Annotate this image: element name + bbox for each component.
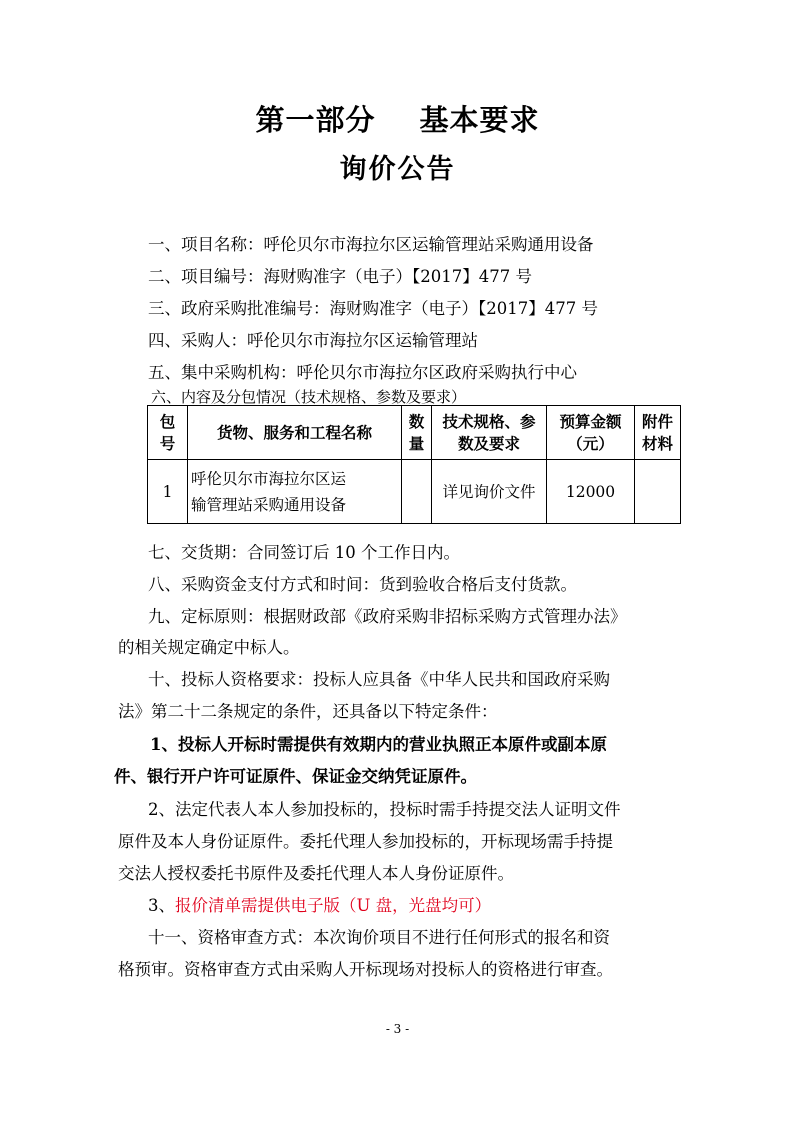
cell-budget: 12000 bbox=[547, 460, 635, 524]
cell-attachments bbox=[635, 460, 681, 524]
electronic-quote-note: 报价清单需提供电子版（U 盘，光盘均可） bbox=[175, 896, 492, 915]
package-heading: 六、内容及分包情况（技术规格、参数及要求） bbox=[151, 388, 467, 406]
condition-1-cont: 件、银行开户许可证原件、保证金交纳凭证原件。 bbox=[114, 767, 477, 786]
part-title: 第一部分 基本要求 bbox=[255, 103, 540, 137]
condition-1: 1、投标人开标时需提供有效期内的营业执照正本原件或副本原 bbox=[150, 735, 607, 754]
condition-2-line2: 原件及本人身份证原件。委托代理人参加投标的，开标现场需手持提 bbox=[118, 832, 613, 851]
package-table bbox=[147, 405, 681, 524]
qualification-review-cont: 格预审。资格审查方式由采购人开标现场对投标人的资格进行审查。 bbox=[118, 960, 613, 979]
notice-title: 询价公告 bbox=[339, 154, 456, 185]
col-spec: 技术规格、参 数及要求 bbox=[432, 406, 547, 460]
delivery-period: 七、交货期：合同签订后 10 个工作日内。 bbox=[148, 543, 460, 562]
payment-terms: 八、采购资金支付方式和时间：货到验收合格后支付货款。 bbox=[148, 575, 577, 594]
col-budget: 预算金额 （元） bbox=[547, 406, 635, 460]
purchaser: 四、采购人：呼伦贝尔市海拉尔区运输管理站 bbox=[148, 331, 478, 350]
approval-number: 三、政府采购批准编号：海财购准字（电子）【2017】477 号 bbox=[148, 299, 598, 318]
col-attachments: 附件 材料 bbox=[635, 406, 681, 460]
condition-2-line3: 交法人授权委托书原件及委托代理人本人身份证原件。 bbox=[118, 864, 514, 883]
award-principle: 九、定标原则：根据财政部《政府采购非招标采购方式管理办法》 bbox=[148, 607, 627, 626]
col-package: 包 号 bbox=[148, 406, 188, 460]
col-goods: 货物、服务和工程名称 bbox=[188, 406, 402, 460]
cell-spec: 详见询价文件 bbox=[432, 460, 547, 524]
condition-3: 3、报价清单需提供电子版（U 盘，光盘均可） bbox=[148, 896, 492, 915]
qualification-review: 十一、资格审查方式：本次询价项目不进行任何形式的报名和资 bbox=[148, 928, 610, 947]
cell-package: 1 bbox=[148, 460, 188, 524]
project-name: 一、项目名称：呼伦贝尔市海拉尔区运输管理站采购通用设备 bbox=[148, 235, 594, 254]
table-row bbox=[148, 460, 681, 524]
cell-quantity bbox=[402, 460, 432, 524]
bidder-qualification-cont: 法》第二十二条规定的条件，还具备以下特定条件： bbox=[118, 702, 498, 721]
col-quantity: 数 量 bbox=[402, 406, 432, 460]
procurement-agency: 五、集中采购机构：呼伦贝尔市海拉尔区政府采购执行中心 bbox=[148, 363, 577, 382]
table-header-row bbox=[148, 406, 681, 460]
project-number: 二、项目编号：海财购准字（电子）【2017】477 号 bbox=[148, 267, 532, 286]
bidder-qualification: 十、投标人资格要求：投标人应具备《中华人民共和国政府采购 bbox=[148, 670, 610, 689]
condition-2: 2、法定代表人本人参加投标的，投标时需手持提交法人证明文件 bbox=[148, 800, 621, 819]
page-number: - 3 - bbox=[385, 1022, 410, 1036]
award-principle-cont: 的相关规定确定中标人。 bbox=[118, 638, 300, 657]
cell-goods: 呼伦贝尔市海拉尔区运 输管理站采购通用设备 bbox=[188, 460, 402, 524]
